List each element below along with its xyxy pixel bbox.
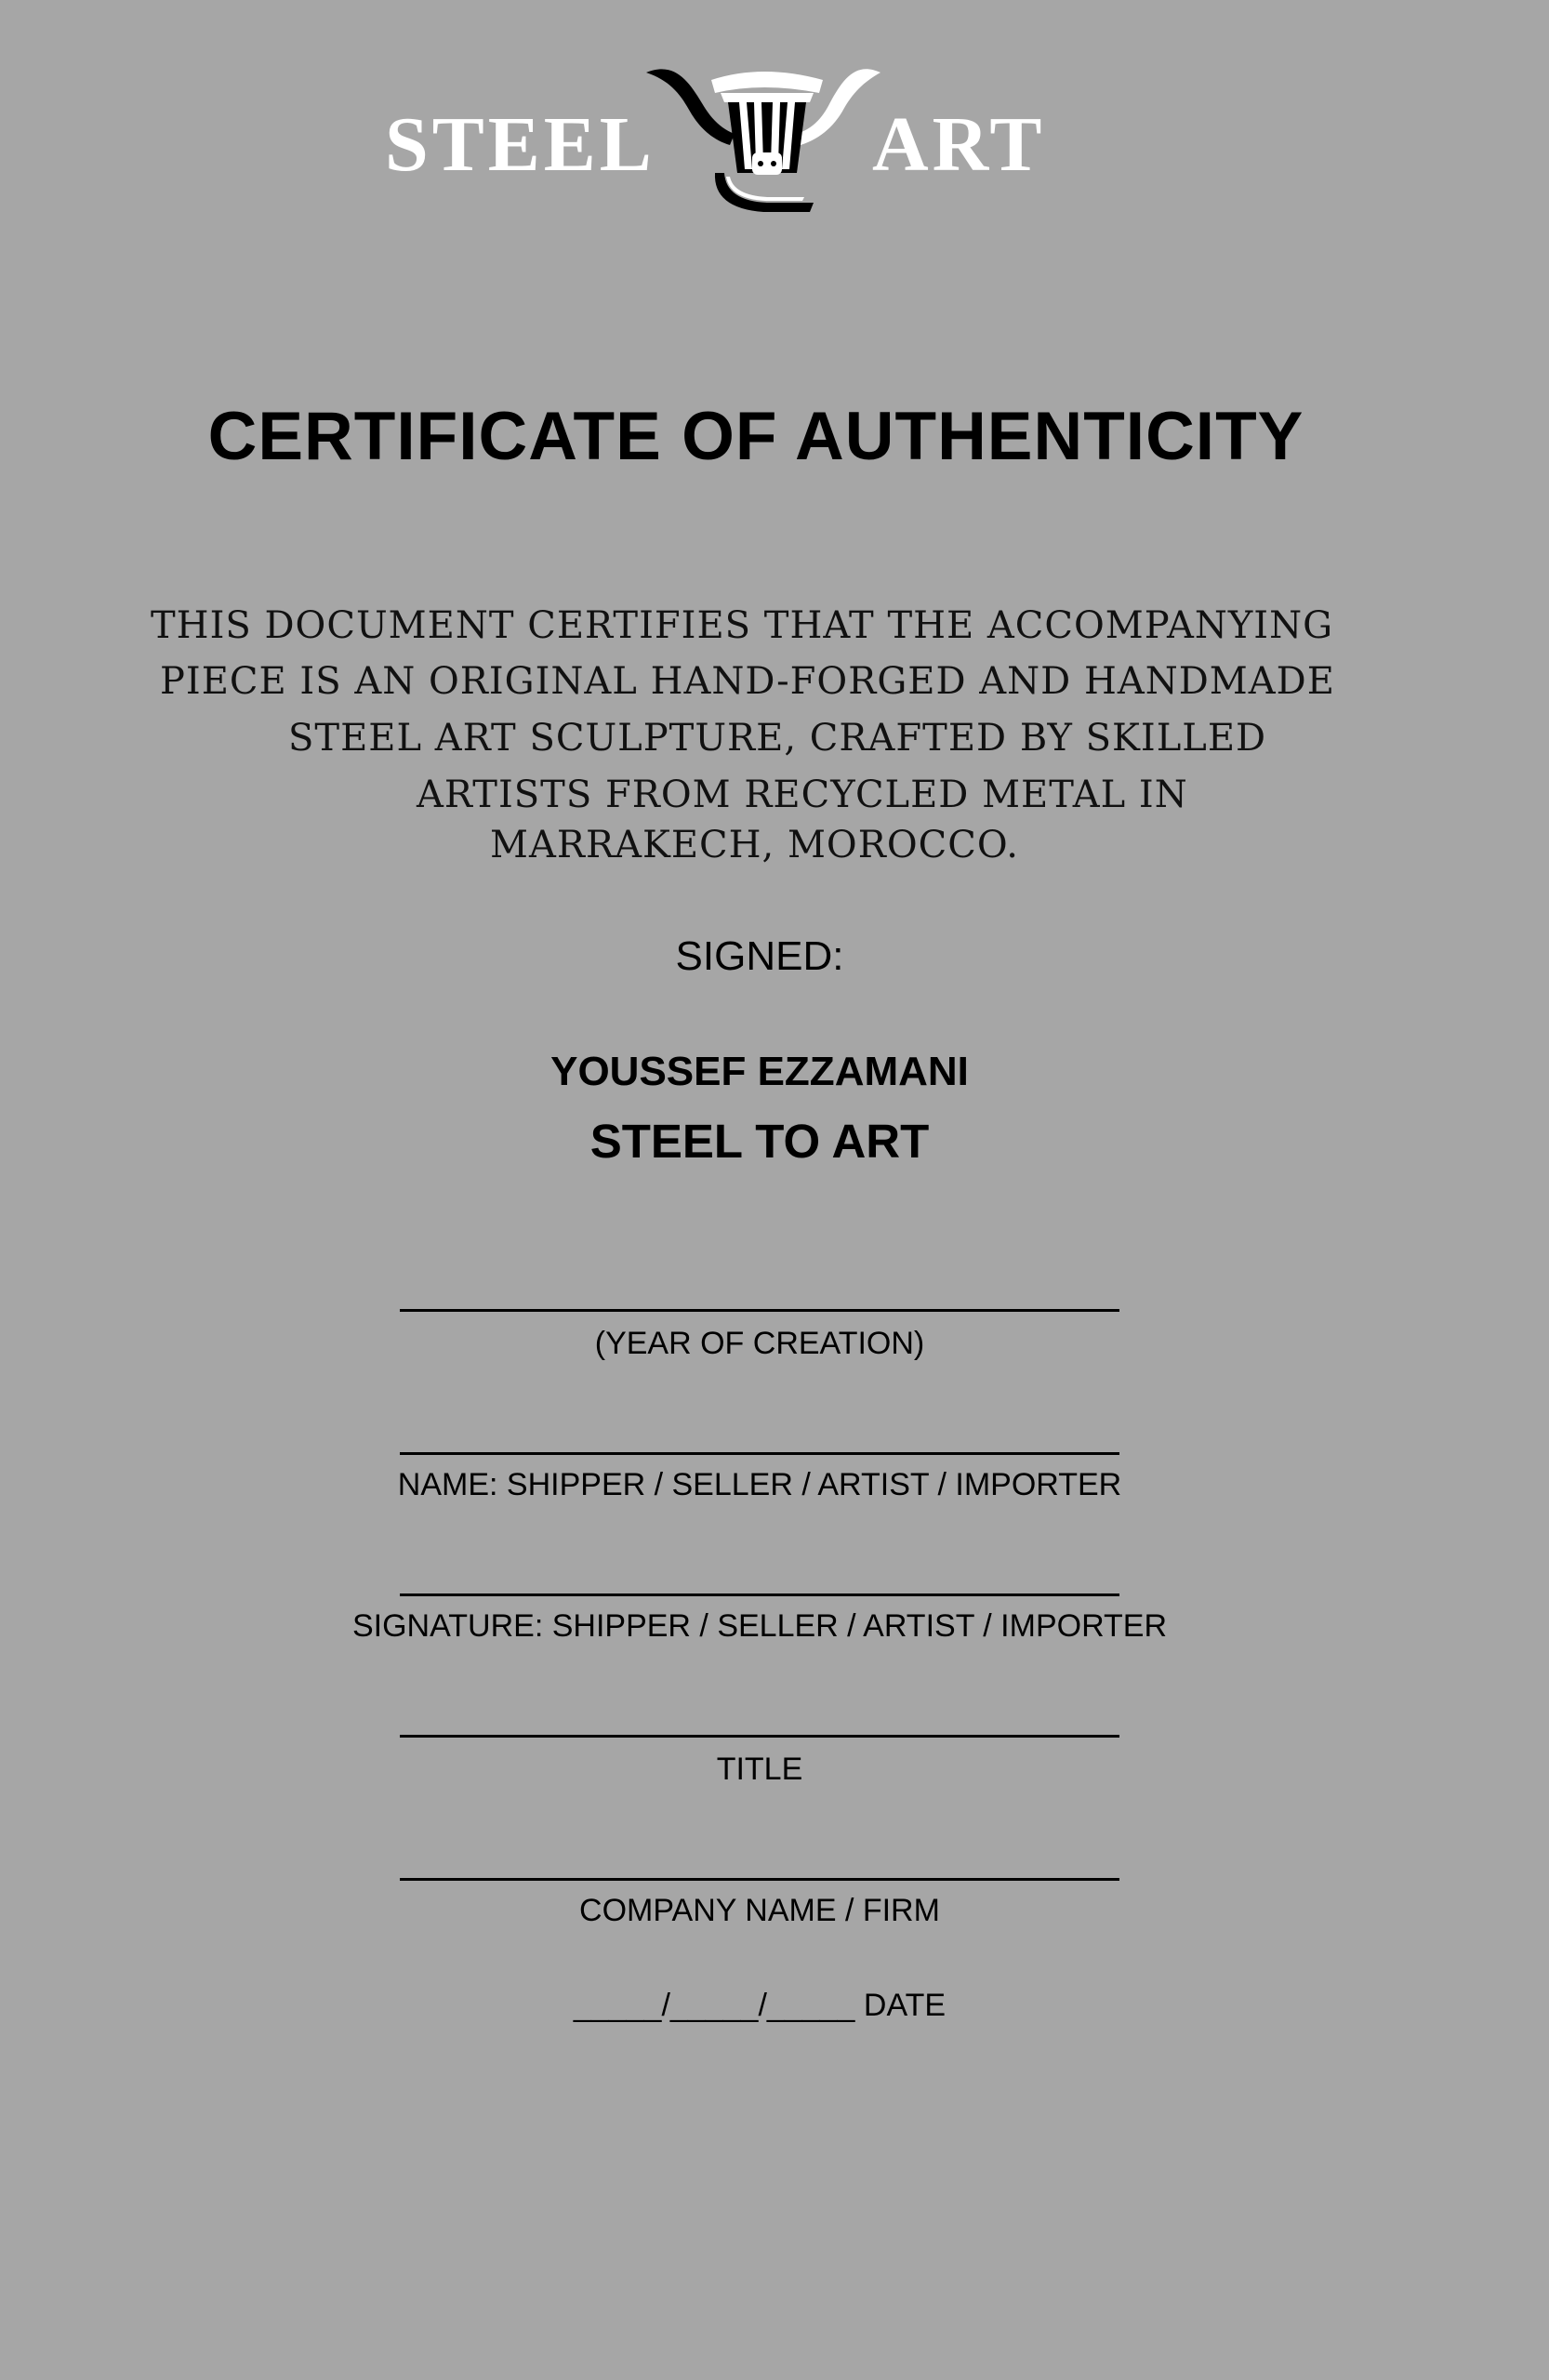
- logo-word-left: STEEL: [385, 101, 655, 188]
- title-line[interactable]: [400, 1735, 1119, 1738]
- body-line-5: MARRAKECH, MOROCCO.: [490, 824, 1019, 866]
- date-field[interactable]: _____/_____/_____ DATE: [573, 1988, 947, 2023]
- title-label: TITLE: [716, 1752, 803, 1787]
- signature-label: SIGNATURE: SHIPPER / SELLER / ARTIST / IMPORTER: [351, 1608, 1168, 1644]
- year-of-creation-label: (YEAR OF CREATION): [594, 1326, 925, 1361]
- certificate-title: CERTIFICATE OF AUTHENTICITY: [207, 399, 1304, 474]
- steel-art-logo: [372, 61, 1079, 219]
- body-line-4: ARTISTS FROM RECYCLED METAL IN: [417, 774, 1188, 816]
- signer-name: YOUSSEF EZZAMANI: [550, 1049, 969, 1094]
- bull-emblem-icon: [637, 61, 888, 219]
- company-name-line[interactable]: [400, 1878, 1119, 1881]
- logo-word-right: ART: [872, 101, 1046, 188]
- body-line-3: STEEL ART SCULPTURE, CRAFTED BY SKILLED: [288, 717, 1267, 760]
- body-line-1: THIS DOCUMENT CERTIFIES THAT THE ACCOMPANYING: [151, 604, 1334, 647]
- name-label: NAME: SHIPPER / SELLER / ARTIST / IMPORTER: [397, 1467, 1122, 1502]
- body-line-2: PIECE IS AN ORIGINAL HAND-FORGED AND HANDMADE: [160, 660, 1335, 703]
- company-name-label: COMPANY NAME / FIRM: [579, 1893, 940, 1928]
- year-of-creation-line[interactable]: [400, 1309, 1119, 1312]
- name-line[interactable]: [400, 1452, 1119, 1455]
- signed-label: SIGNED:: [675, 933, 844, 979]
- signer-company: STEEL TO ART: [589, 1115, 930, 1168]
- signature-line[interactable]: [400, 1593, 1119, 1596]
